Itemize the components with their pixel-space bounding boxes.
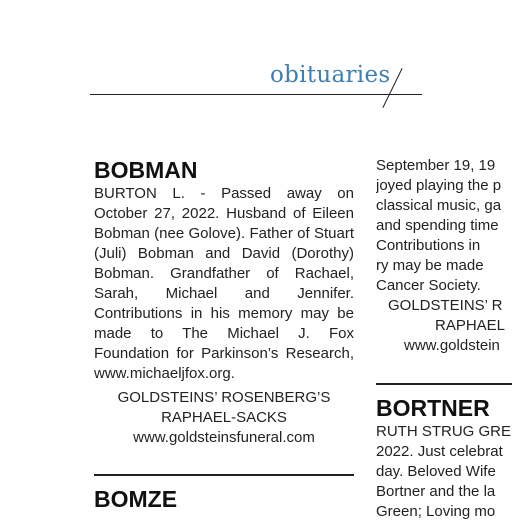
obituary-name: BORTNER	[376, 395, 490, 421]
obituary-text-line: RUTH STRUG GRE	[376, 423, 511, 440]
entry-divider	[94, 474, 354, 476]
entry-divider	[376, 383, 512, 385]
obituary-text-line: Cancer Society.	[376, 277, 481, 294]
obituary-entry-bobman	[94, 156, 354, 448]
obituary-text: BURTON L. - Passed away on October 27, 2022. Husband of Eileen Bobman (nee Golove). Father of Stuart (Juli) Bobman and David (Dorothy) Bobman. Grandfather of Rachael, Sarah, Michael and Jennifer. Contributions in his memory may be made to The Michael J. Fox Foundation for Parkinson’s Research, www.michaeljfox.org.	[94, 185, 354, 382]
obituary-text-line: joyed playing the p	[376, 177, 502, 194]
funeral-home-name: GOLDSTEINS’ ROSENBERG’S	[117, 389, 331, 406]
obituary-text-line: Green; Loving mo	[376, 503, 496, 520]
obituary-text-line: ry may be made	[376, 257, 484, 274]
funeral-home-name: GOLDSTEINS’ R	[388, 297, 503, 314]
funeral-home-name-2: RAPHAEL	[435, 317, 506, 334]
obituary-name: BOBMAN	[94, 157, 198, 183]
funeral-home-name-2: RAPHAEL-SACKS	[161, 409, 287, 426]
obituary-text-line: classical music, ga	[376, 197, 502, 214]
funeral-home-website: www.goldsteinsfuneral.com	[133, 429, 315, 446]
obituary-text-line: Bortner and the la	[376, 483, 496, 500]
obituary-text-line: September 19, 19	[376, 157, 496, 174]
obituary-text-line: day. Beloved Wife	[376, 463, 496, 480]
obituary-name: BOMZE	[94, 486, 178, 512]
obituary-text-line: 2022. Just celebrat	[376, 443, 503, 460]
obituary-column-2	[376, 156, 512, 522]
obituary-text-line: and spending time	[376, 217, 499, 234]
header-rule	[90, 94, 422, 95]
funeral-home-website: www.goldstein	[404, 337, 500, 354]
section-title: obituaries	[270, 62, 391, 88]
obituary-text-line: Contributions in	[376, 237, 481, 254]
obituary-column-1	[94, 156, 354, 513]
